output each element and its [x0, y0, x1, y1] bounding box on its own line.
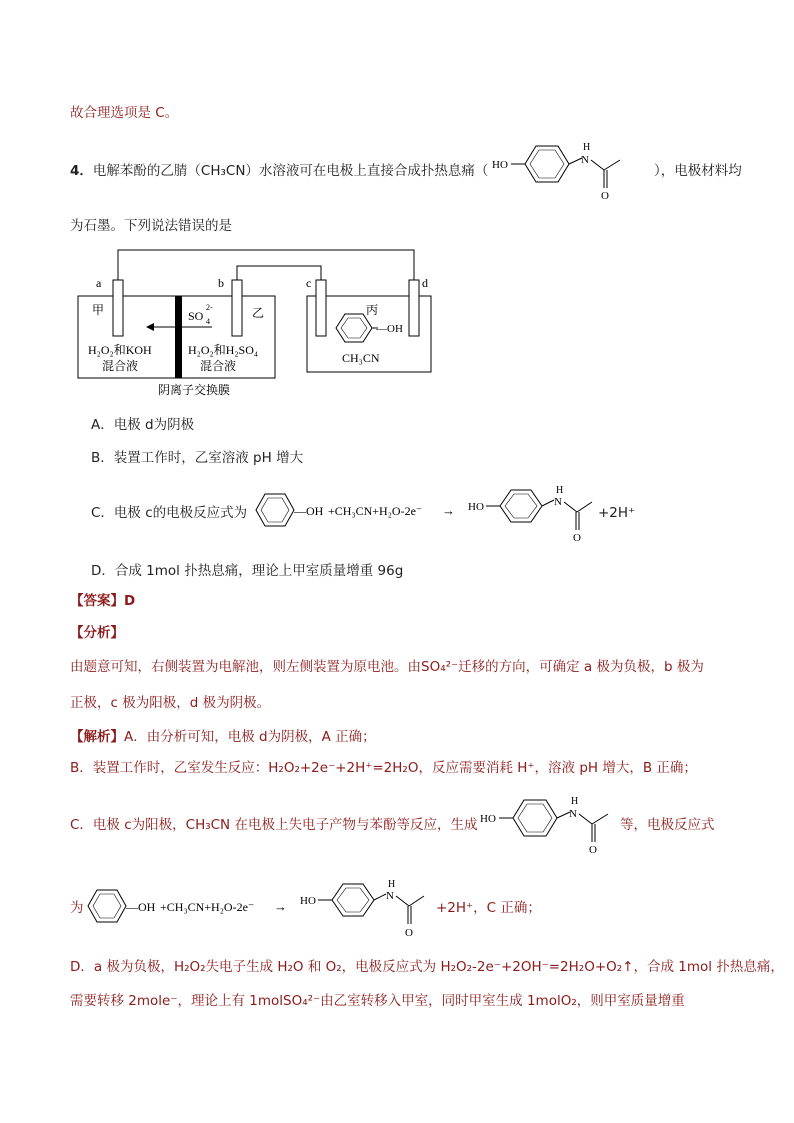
phenol-oh-label: —OH [376, 323, 403, 335]
svg-text:H: H [388, 880, 396, 890]
question-stem-part1: 电解苯酚的乙腈（CH₃CN）水溶液可在电极上直接合成扑热息痛（ [92, 163, 489, 179]
option-d: D．合成 1mol 扑热息痛，理论上甲室质量增重 96g [91, 563, 404, 579]
svg-text:HO: HO [468, 501, 484, 513]
svg-text:a: a [96, 276, 102, 290]
svg-text:N: N [569, 808, 577, 820]
svg-text:H: H [556, 486, 564, 496]
svg-text:→: → [274, 899, 287, 914]
svg-text:2-: 2- [206, 303, 213, 312]
svg-text:SO: SO [188, 309, 204, 323]
ho-label: HO [492, 159, 508, 171]
svg-text:CH₃CN: CH₃CN [342, 351, 380, 365]
svg-text:阴离子交换膜: 阴离子交换膜 [158, 383, 231, 397]
explanation-c-product-structure [480, 792, 620, 856]
question-number: 4． [70, 163, 93, 179]
electrode-b [232, 280, 242, 336]
svg-text:→: → [442, 503, 455, 518]
previous-conclusion: 故合理选项是 C。 [70, 105, 179, 121]
svg-text:O: O [601, 190, 609, 202]
svg-text:甲: 甲 [92, 303, 105, 317]
svg-text:4: 4 [206, 317, 210, 326]
explanation-c-reaction [86, 880, 436, 940]
explanation-b: B．装置工作时，乙室发生反应：H₂O₂+2e⁻+2H⁺=2H₂O，反应需要消耗 H⁺，溶液 pH 增大，B 正确； [70, 760, 697, 776]
svg-text:H: H [583, 142, 591, 153]
svg-text:混合液: 混合液 [102, 359, 139, 373]
svg-text:b: b [218, 276, 224, 290]
svg-text:N: N [554, 496, 562, 508]
svg-text:O: O [573, 532, 581, 544]
paracetamol-structure [492, 138, 652, 204]
svg-text:HO: HO [300, 895, 316, 907]
question-stem-line1 [70, 161, 488, 181]
svg-text:N: N [386, 890, 394, 902]
explanation-label: 【解析】 [70, 729, 124, 745]
option-b: B．装置工作时，乙室溶液 pH 增大 [91, 450, 304, 466]
svg-text:+CH₃CN+H₂O-2e⁻: +CH₃CN+H₂O-2e⁻ [328, 504, 423, 518]
answer-label: 【答案】D [70, 593, 136, 609]
svg-text:O: O [589, 844, 597, 856]
svg-text:乙: 乙 [252, 306, 265, 320]
question-stem-part2: ），电极材料均 [654, 163, 742, 179]
explanation-c-line2-prefix: 为 [70, 900, 84, 916]
analysis-line2: 正极，c 极为阳极，d 极为阴极。 [70, 695, 271, 711]
wire-a-d [118, 250, 414, 280]
svg-text:—OH: —OH [294, 504, 324, 518]
explanation-d-line2: 需要转移 2mole⁻，理论上有 1molSO₄²⁻由乙室转移入甲室，同时甲室生成 1molO₂，则甲室质量增重 [70, 993, 685, 1009]
explanation-c-line1-suffix: 等，电极反应式 [620, 817, 715, 833]
option-c-suffix: +2H⁺ [598, 505, 636, 521]
electrode-a [113, 280, 123, 336]
svg-text:c: c [306, 276, 312, 290]
analysis-line1: 由题意可知，右侧装置为电解池，则左侧装置为原电池。由SO₄²⁻迁移的方向，可确定 a 极为负极，b 极为 [70, 659, 704, 675]
option-a: A．电极 d为阴极 [91, 417, 195, 433]
svg-text:H: H [571, 796, 579, 807]
svg-text:O: O [405, 927, 413, 939]
explanation-a-text: A．由分析可知，电极 d为阴极，A 正确； [124, 729, 376, 745]
explanation-d-line1: D．a 极为负极，H₂O₂失电子生成 H₂O 和 O₂，电极反应式为 H₂O₂-2e⁻+2OH⁻=2H₂O+O₂↑，合成 1mol 扑热息痛， [70, 959, 784, 975]
explanation-a [70, 727, 376, 747]
svg-text:H₂O₂和KOH: H₂O₂和KOH [88, 343, 152, 357]
electrolysis-apparatus-diagram [72, 244, 444, 404]
explanation-c-line1-prefix: C．电极 c为阳极，CH₃CN 在电极上失电子产物与苯酚等反应，生成 [70, 817, 478, 833]
electrode-c [316, 280, 326, 336]
option-c-prefix: C．电极 c的电极反应式为 [91, 505, 248, 521]
anion-exchange-membrane [175, 296, 182, 378]
electrode-d [409, 280, 419, 336]
svg-text:+CH₃CN+H₂O-2e⁻: +CH₃CN+H₂O-2e⁻ [160, 900, 255, 914]
svg-text:H₂O₂和H₂SO₄: H₂O₂和H₂SO₄ [188, 343, 259, 357]
svg-text:d: d [422, 276, 428, 290]
question-stem-line3: 为石墨。下列说法错误的是 [70, 218, 232, 234]
svg-text:N: N [581, 154, 589, 166]
explanation-c-line2-suffix: +2H⁺，C 正确； [436, 900, 541, 916]
svg-text:丙: 丙 [366, 303, 379, 317]
analysis-label: 【分析】 [70, 625, 124, 641]
svg-text:—OH: —OH [126, 900, 156, 914]
svg-text:混合液: 混合液 [200, 359, 237, 373]
option-c-reaction [254, 486, 644, 544]
svg-text:HO: HO [480, 813, 496, 825]
